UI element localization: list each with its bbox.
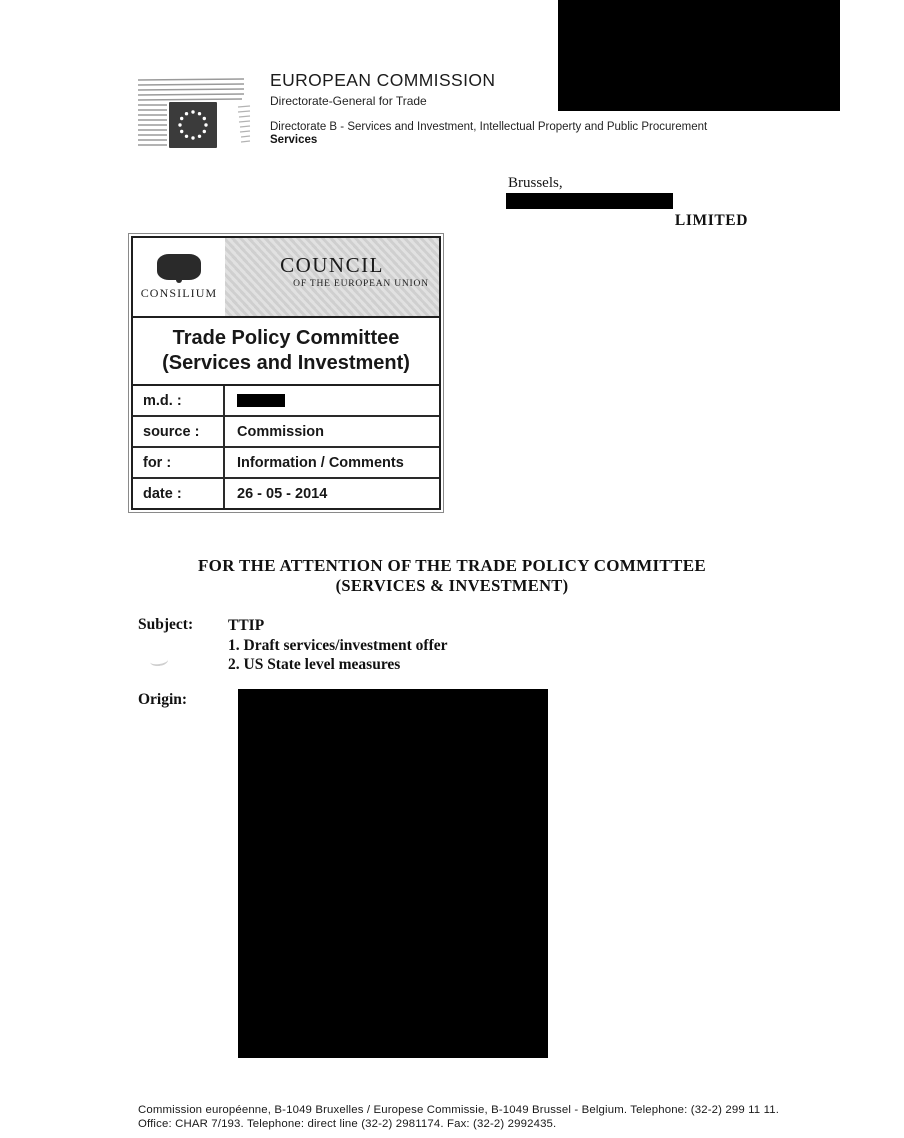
consilium-caption: CONSILIUM [140, 285, 218, 300]
row-label: source : [133, 417, 225, 446]
table-row-date [133, 479, 439, 508]
row-value: Commission [237, 423, 325, 440]
consilium-cylinder-logo [157, 254, 201, 280]
subject-topic: TTIP [228, 617, 265, 634]
redaction-box-date [506, 193, 673, 209]
council-document-box [128, 233, 444, 513]
attention-line2: (SERVICES & INVESTMENT) [335, 576, 569, 595]
committee-title-line1: Trade Policy Committee [172, 327, 400, 349]
row-label: m.d. : [133, 386, 225, 415]
row-value [225, 386, 439, 415]
scan-smudge [149, 655, 168, 667]
directorate-general: Directorate-General for Trade [270, 94, 427, 108]
classification-marking: LIMITED [674, 212, 748, 229]
redaction-box-md [237, 394, 285, 407]
subject-item: 2. US State level measures [228, 656, 401, 673]
subject-item: 1. Draft services/investment offer [228, 636, 448, 654]
redaction-box-origin [238, 689, 548, 1058]
council-title-cell [225, 238, 439, 316]
subject-body [228, 616, 448, 675]
consilium-cell [133, 238, 225, 316]
attention-heading [102, 556, 802, 596]
subject-label: Subject: [138, 616, 194, 633]
redaction-box-top-right [558, 0, 840, 111]
row-label: date : [133, 479, 225, 508]
unit-name: Services [270, 134, 318, 146]
council-box-header [133, 238, 439, 318]
dateline-place: Brussels, [508, 175, 563, 191]
council-subtitle: OF THE EUROPEAN UNION [293, 279, 429, 289]
origin-label: Origin: [138, 691, 188, 708]
attention-line1: FOR THE ATTENTION OF THE TRADE POLICY COMMITTEE [198, 556, 706, 575]
org-name: EUROPEAN COMMISSION [270, 70, 496, 90]
committee-title-line2: (Services and Investment) [162, 352, 410, 374]
page-footer [138, 1104, 883, 1131]
directorate-b: Directorate B - Services and Investment, Intellectual Property and Public Procurement [270, 121, 708, 133]
footer-line2: Office: CHAR 7/193. Telephone: direct line (32-2) 2981174. Fax: (32-2) 2992435. [138, 1117, 557, 1130]
council-title: COUNCIL [280, 253, 384, 277]
row-value: Information / Comments [237, 454, 404, 471]
eu-flag-logo [138, 72, 268, 152]
row-value: 26 - 05 - 2014 [237, 485, 328, 502]
table-row-md [133, 386, 439, 417]
table-row-for [133, 448, 439, 479]
row-label: for : [133, 448, 225, 477]
committee-title [133, 318, 439, 386]
footer-line1: Commission européenne, B-1049 Bruxelles / Europese Commissie, B-1049 Brussel - Belgium. Telephone: (32-2) 299 11 11. [138, 1104, 780, 1116]
table-row-source [133, 417, 439, 448]
